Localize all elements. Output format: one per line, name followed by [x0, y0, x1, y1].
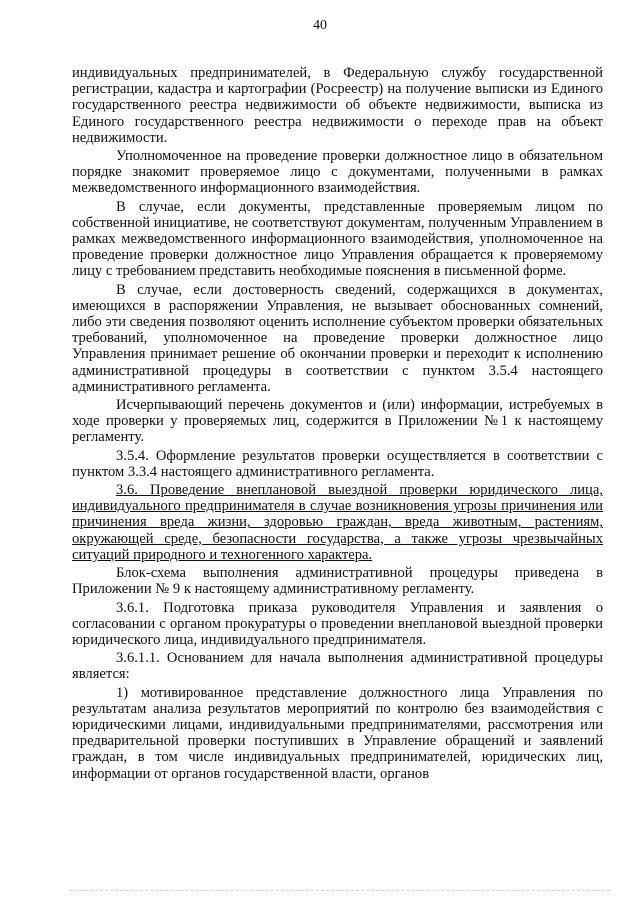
- document-body: [72, 65, 603, 782]
- list-item-1: 1) мотивированное представление должностного лица Управления по результатам анализа результатов мероприятий по контролю без взаимодействия с юридическими лицами, индивидуальными предпринимателями, рассмотрения или предварительной проверки поступивших в Управление обращений и заявлений граждан, в том числе индивидуальных предпринимателей, юридических лиц, информации от органов государственной власти, органов: [72, 684, 603, 782]
- paragraph-flowchart: Блок-схема выполнения административной процедуры приведена в Приложении № 9 к настоящему административному регламенту.: [72, 565, 603, 598]
- paragraph-continuation: индивидуальных предпринимателей, в Федеральную службу государственной регистрации, кадастра и картографии (Росреестр) на получение выписки из Единого государственного реестра недвижимости об объекте недвижимости, выписка из Единого государственного реестра недвижимости о переходе прав на объект недвижимости.: [72, 65, 603, 146]
- paragraph-documents-mismatch: В случае, если документы, представленные проверяемым лицом по собственной инициативе, не соответствуют документам, полученным Управлением в рамках межведомственного информационного взаимодействия, уполномоченное на проведение проверки должностное лицо Управления обращается к проверяемому лицу с требованием представить необходимые пояснения в письменной форме.: [72, 198, 603, 280]
- scan-artifact-line: [70, 890, 610, 895]
- paragraph-document-list: Исчерпывающий перечень документов и (или) информации, истребуемых в ходе проверки у проверяемых лиц, содержится в Приложении №1 к настоящему регламенту.: [72, 397, 603, 446]
- paragraph-3-5-4: 3.5.4. Оформление результатов проверки осуществляется в соответствии с пунктом 3.3.4 настоящего административного регламента.: [72, 447, 603, 480]
- paragraph-3-6-1: 3.6.1. Подготовка приказа руководителя Управления и заявления о согласовании с органом прокуратуры о проведении внеплановой выездной проверки юридического лица, индивидуального предпринимателя.: [72, 599, 603, 648]
- section-heading-3-6: 3.6. Проведение внеплановой выездной проверки юридического лица, индивидуального предпринимателя в случае возникновения угрозы причинения или причинения вреда жизни, здоровью граждан, вреда животным, растениям, окружающей среде, безопасности государства, а также угрозы чрезвычайных ситуаций природного и техногенного характера.: [72, 482, 603, 563]
- page-number: 40: [313, 18, 327, 33]
- paragraph-3-6-1-1: 3.6.1.1. Основанием для начала выполнения административной процедуры является:: [72, 650, 603, 683]
- paragraph-familiarization: Уполномоченное на проведение проверки должностное лицо в обязательном порядке знакомит проверяемое лицо с документами, полученными в рамках межведомственного информационного взаимодействия.: [72, 148, 603, 197]
- paragraph-reliability: В случае, если достоверность сведений, содержащихся в документах, имеющихся в распоряжении Управления, не вызывает обоснованных сомнений, либо эти сведения позволяют оценить исполнение субъектом проверки обязательных требований, уполномоченное на проведение проверки должностное лицо Управления принимает решение об окончании проверки и переходит к исполнению административной процедуры в соответствии с пунктом 3.5.4 настоящего административного регламента.: [72, 281, 603, 395]
